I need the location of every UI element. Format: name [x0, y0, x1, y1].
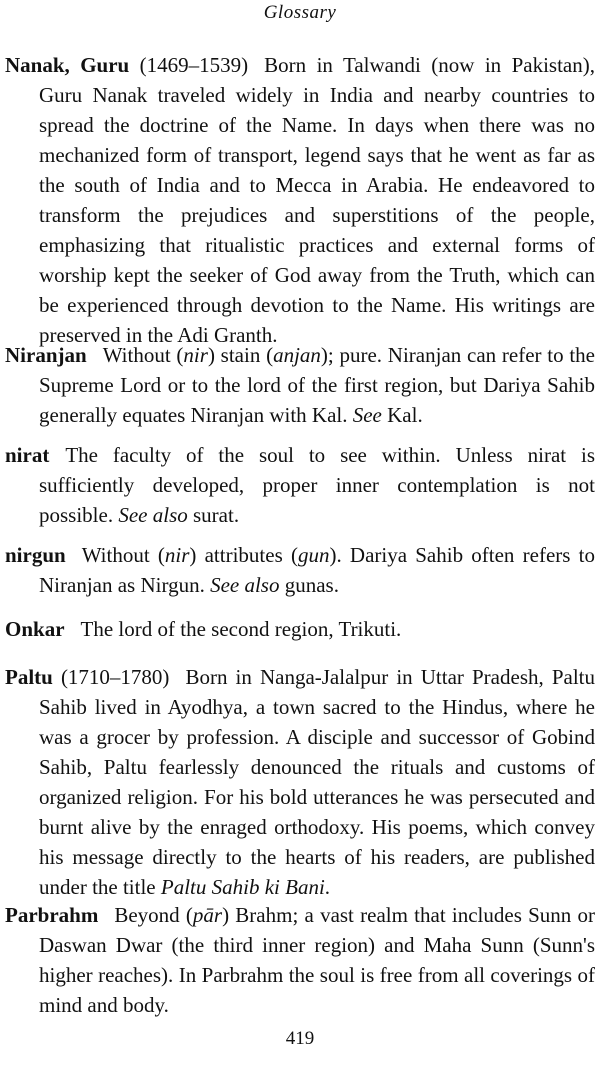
entry-definition: Born in Talwandi (now in Pakistan), Guru Nanak traveled widely in India and nearby countries to spread the doctrine of the Name. In days when there was no mechanized form of transport, legend says that he went as far as the south of India and to Mecca in Arabia. He endeavored to transform the prejudices and superstitions of the people, emphasizing that ritualistic practices and external forms of worship kept the seeker of God away from the Truth, which can be experienced through devotion to the Name. His writings are preserved in the Adi Granth. [39, 53, 595, 347]
see-label: See also [118, 503, 188, 527]
entry-definition: Born in Nanga-Jalalpur in Uttar Pradesh, Paltu Sahib lived in Ayodhya, a town sacred to the Hindus, where he was a grocer by profession. A disciple and successor of Gobind Sahib, Paltu fearlessly denounced the rituals and customs of organized religion. For his bold utterances he was persecuted and burnt alive by the enraged orthodoxy. His poems, which convey his message directly to the hearts of his readers, are published under the title [39, 665, 595, 899]
entry-end-punctuation: . [324, 875, 331, 899]
entry-term: Niranjan [5, 343, 87, 367]
running-head: Glossary [263, 2, 337, 23]
entry-root-word: pār [192, 903, 223, 927]
cross-reference: gunas. [284, 573, 339, 597]
cross-reference: surat. [193, 503, 240, 527]
entry-dates: (1710–1780) [60, 665, 170, 689]
book-title: Paltu Sahib ki Bani [160, 875, 325, 899]
cross-reference: Kal. [387, 403, 423, 427]
entry-term: Parbrahm [5, 903, 99, 927]
entry-root-word: nir [164, 543, 190, 567]
entry-definition-part: Without ( [81, 543, 165, 567]
entry-definition-part: Beyond ( [114, 903, 193, 927]
glossary-entry-onkar [5, 614, 595, 644]
entry-definition-part: ) attributes ( [189, 543, 298, 567]
entry-term: Paltu [5, 665, 53, 689]
entry-root-word: gun [297, 543, 330, 567]
entry-definition: The lord of the second region, Trikuti. [80, 617, 402, 641]
entry-dates: (1469–1539) [139, 53, 249, 77]
entry-definition-part: ) Brahm; a vast realm that includes Sunn or Daswan Dwar (the third inner region) and Maha Sunn (Sunn's higher reaches). In Parbrahm the soul is free from all coverings of mind and body. [39, 903, 595, 1017]
entry-root-word: nir [183, 343, 208, 367]
entry-term: Onkar [5, 617, 65, 641]
glossary-entry-nirat [5, 440, 595, 530]
entry-root-word: anjan [273, 343, 321, 367]
glossary-entry-niranjan [5, 340, 595, 430]
entry-term: Nanak, Guru [5, 53, 130, 77]
entry-definition-part: ) stain ( [207, 343, 274, 367]
entry-term: nirgun [5, 543, 66, 567]
entry-term: nirat [5, 443, 50, 467]
glossary-entry-parbrahm [5, 900, 595, 1020]
entry-definition-part: Without ( [102, 343, 184, 367]
glossary-entry-nanak [5, 50, 595, 350]
entry-definition-part: ); pure. Niranjan can refer to the Supreme Lord or to the lord of the first region, but Dariya Sahib generally equates Niranjan with Kal. [39, 343, 595, 427]
see-label: See [352, 403, 382, 427]
glossary-entry-paltu [5, 662, 595, 902]
entry-definition-part: ). Dariya Sahib often refers to Niranjan as Nirgun. [39, 543, 595, 597]
entry-definition: The faculty of the soul to see within. Unless nirat is sufficiently developed, proper inner contemplation is not possible. [39, 443, 595, 527]
glossary-entry-nirgun [5, 540, 595, 600]
page-number: 419 [285, 1028, 315, 1049]
see-label: See also [210, 573, 280, 597]
